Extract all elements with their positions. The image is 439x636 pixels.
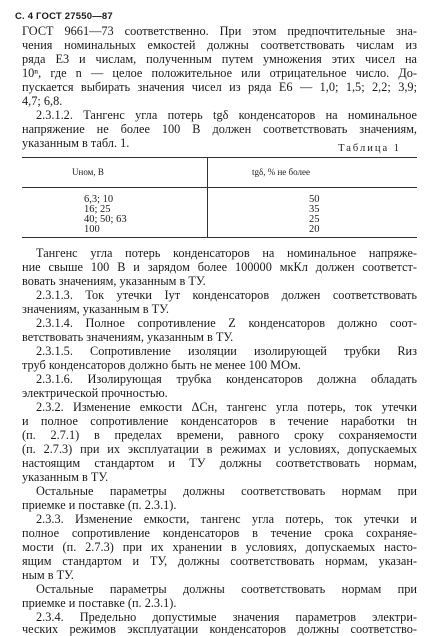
table-cell-tg: 25	[309, 214, 320, 225]
table-cell-tg: 20	[309, 224, 320, 235]
text-line: Остальные параметры должны соответствовать нормам при	[36, 484, 417, 498]
text-line: (п. 2.7.3) при их эксплуатации в режимах и условиях, допускаемых	[22, 442, 417, 456]
text-line: 4,7; 6,8.	[22, 94, 63, 108]
table-cell-tg: 50	[309, 194, 320, 205]
text-line: ние свыше 100 В и зарядом более 100000 мкКл должен соответст-	[22, 260, 417, 274]
table-cell-voltage: 100	[84, 224, 100, 235]
text-line: ГОСТ 9661—73 соответственно. При этом предпочтительные зна-	[22, 24, 417, 38]
text-line: ящим стандартом и ТУ, должны соответствовать нормам, указан-	[22, 554, 417, 568]
text-line: 2.3.1.5. Сопротивление изоляции изолирующей трубки Rиз	[36, 344, 417, 358]
text-line: 2.3.4. Предельно допустимые значения параметров электри-	[36, 610, 417, 624]
text-line: и полное сопротивление конденсаторов в течение наработки tн	[22, 414, 417, 428]
text-line: 2.3.1.3. Ток утечки Iут конденсаторов должен соответствовать	[36, 288, 417, 302]
table-caption: Таблица 1	[338, 143, 401, 154]
page-header: С. 4 ГОСТ 27550—87	[15, 11, 113, 22]
table-header-rule	[22, 187, 417, 188]
text-line: полное сопротивление конденсаторов в течение срока сохраняе-	[22, 526, 417, 540]
text-line: Тангенс угла потерь конденсаторов на номинальное напряже-	[36, 246, 417, 260]
table-column-divider	[207, 157, 208, 238]
text-line: (п. 2.7.1) в пределах времени, равного сроку сохраняемости	[22, 428, 417, 442]
table-cell-voltage: 16; 25	[84, 204, 111, 215]
text-line: значениям, указанным в ТУ.	[22, 302, 169, 316]
text-line: ветствовать значениям, указанным в ТУ.	[22, 330, 234, 344]
text-line: 2.3.3. Изменение емкости, тангенс угла потерь, ток утечки и	[36, 512, 417, 526]
text-line: 2.3.1.4. Полное сопротивление Z конденсаторов должно соот-	[36, 316, 417, 330]
table-header-tg: tgδ, % не более	[252, 167, 310, 177]
text-line: электрической прочностью.	[22, 386, 168, 400]
table-cell-tg: 35	[309, 204, 320, 215]
text-line: указанным в ТУ.	[22, 470, 109, 484]
text-line: чения номинальных емкостей должны соответствовать числам из	[22, 38, 417, 52]
table-cell-voltage: 6,3; 10	[84, 194, 114, 205]
table-header-voltage: Uном, В	[72, 167, 104, 177]
text-line: мости (п. 2.7.3) при их хранении в условиях, допускаемых насто-	[22, 540, 417, 554]
table-top-rule	[22, 157, 417, 158]
text-line: Остальные параметры должны соответствовать нормам при	[36, 582, 417, 596]
text-line: 2.3.1.2. Тангенс угла потерь tgδ конденсаторов на номинальное	[36, 108, 417, 122]
text-line: 10ⁿ, где n — целое положительное или отрицательное число. До-	[22, 66, 417, 80]
text-line: ряда Е3 и числам, полученным путем умножения этих чисел на	[22, 52, 417, 66]
text-line: напряжение не более 100 В должен соответствовать значениям,	[22, 122, 417, 136]
table-bottom-rule	[22, 237, 417, 238]
text-line: труб конденсаторов должно быть не менее 100 МОм.	[22, 358, 301, 372]
text-line: вовать значениям, указанным в ТУ.	[22, 274, 206, 288]
text-line: пускается выбирать значения чисел из ряда Е6 — 1,0; 1,5; 2,2; 3,9;	[22, 80, 417, 94]
text-line: 2.3.2. Изменение емкости ΔCн, тангенс угла потерь, ток утечки	[36, 400, 417, 414]
table-cell-voltage: 40; 50; 63	[84, 214, 127, 225]
text-line: ческих режимов эксплуатации конденсаторов должны соответство-	[22, 622, 417, 636]
text-line: ным в ТУ.	[22, 568, 74, 582]
table-1	[22, 157, 417, 238]
text-line: указанным в табл. 1.	[22, 136, 130, 150]
text-line: настоящим стандартом и ТУ должны соответствовать нормам,	[22, 456, 417, 470]
text-line: 2.3.1.6. Изолирующая трубка конденсаторов должна обладать	[36, 372, 417, 386]
text-line: приемке и поставке (п. 2.3.1).	[22, 596, 177, 610]
text-line: приемке и поставке (п. 2.3.1).	[22, 498, 177, 512]
